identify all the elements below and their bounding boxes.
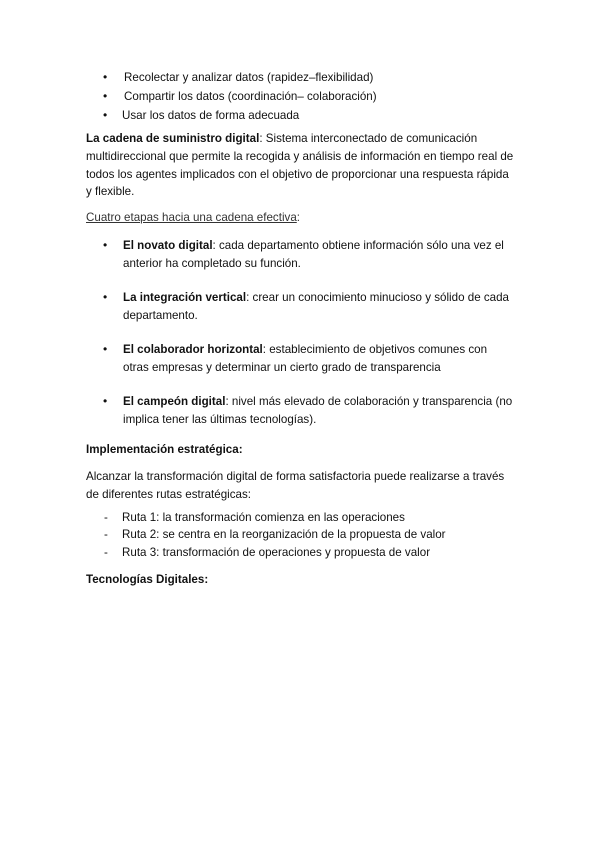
bullet-marker: • bbox=[103, 89, 108, 103]
route-text: Ruta 3: transformación de operaciones y propuesta de valor bbox=[122, 545, 431, 559]
list-item bbox=[86, 393, 516, 429]
list-item bbox=[86, 68, 516, 87]
list-item bbox=[86, 544, 516, 562]
stage-text: : nivel más elevado de colaboración y transparencia (no implica tener las últimas tecnologías). bbox=[123, 395, 513, 427]
bullet-marker: • bbox=[103, 394, 108, 409]
list-item bbox=[86, 237, 516, 273]
routes-list bbox=[86, 509, 516, 562]
list-item bbox=[86, 526, 516, 544]
supply-chain-text: : Sistema interconectado de comunicación multidireccional que permite la recogida y análisis de información en tiempo real de todos los agentes implicados con el objetivo de proporcionar una respuesta rápida y flexible. bbox=[86, 132, 514, 199]
stage-text: : cada departamento obtiene información sólo una vez el anterior ha completado su función. bbox=[123, 238, 504, 270]
list-item bbox=[86, 289, 516, 325]
bullet-marker: • bbox=[103, 342, 108, 357]
implementation-heading: Implementación estratégica: bbox=[86, 443, 243, 457]
bullet-marker: • bbox=[103, 108, 108, 122]
dash-marker: - bbox=[104, 545, 108, 559]
stage-term: El novato digital bbox=[123, 238, 213, 252]
document-content bbox=[86, 68, 516, 589]
list-item bbox=[86, 106, 516, 125]
tech-heading: Tecnologías Digitales: bbox=[86, 573, 209, 587]
stage-text: : crear un conocimiento minucioso y sólido de cada departamento. bbox=[123, 291, 510, 322]
implementation-intro: Alcanzar la transformación digital de forma satisfactoria puede realizarse a través de diferentes rutas estratégicas: bbox=[86, 470, 505, 501]
bullet-marker: • bbox=[103, 237, 108, 252]
stages-colon: : bbox=[296, 211, 300, 225]
stage-text: : establecimiento de objetivos comunes con otras empresas y determinar un cierto grado de transparencia bbox=[123, 343, 488, 374]
list-item bbox=[86, 341, 516, 377]
stages-subtitle bbox=[86, 209, 516, 227]
supply-chain-term: La cadena de suministro digital bbox=[86, 132, 260, 145]
dash-marker: - bbox=[104, 510, 108, 524]
route-text: Ruta 1: la transformación comienza en las operaciones bbox=[122, 510, 405, 524]
dash-marker: - bbox=[104, 528, 108, 542]
list-item-text: Usar los datos de forma adecuada bbox=[122, 109, 300, 122]
stages-list bbox=[86, 237, 516, 429]
data-actions-list bbox=[86, 68, 516, 125]
list-item bbox=[86, 87, 516, 106]
stage-term: La integración vertical bbox=[123, 291, 247, 305]
stage-term: El colaborador horizontal bbox=[123, 343, 263, 357]
route-text: Ruta 2: se centra en la reorganización de la propuesta de valor bbox=[122, 528, 446, 542]
stages-title: Cuatro etapas hacia una cadena efectiva bbox=[86, 211, 297, 225]
list-item bbox=[86, 509, 516, 527]
supply-chain-definition bbox=[86, 130, 516, 201]
list-item-text: Compartir los datos (coordinación– colaboración) bbox=[124, 90, 377, 103]
bullet-marker: • bbox=[103, 70, 108, 84]
bullet-marker: • bbox=[103, 290, 108, 305]
list-item-text: Recolectar y analizar datos (rapidez–flexibilidad) bbox=[124, 71, 374, 84]
stage-term: El campeón digital bbox=[123, 395, 226, 409]
